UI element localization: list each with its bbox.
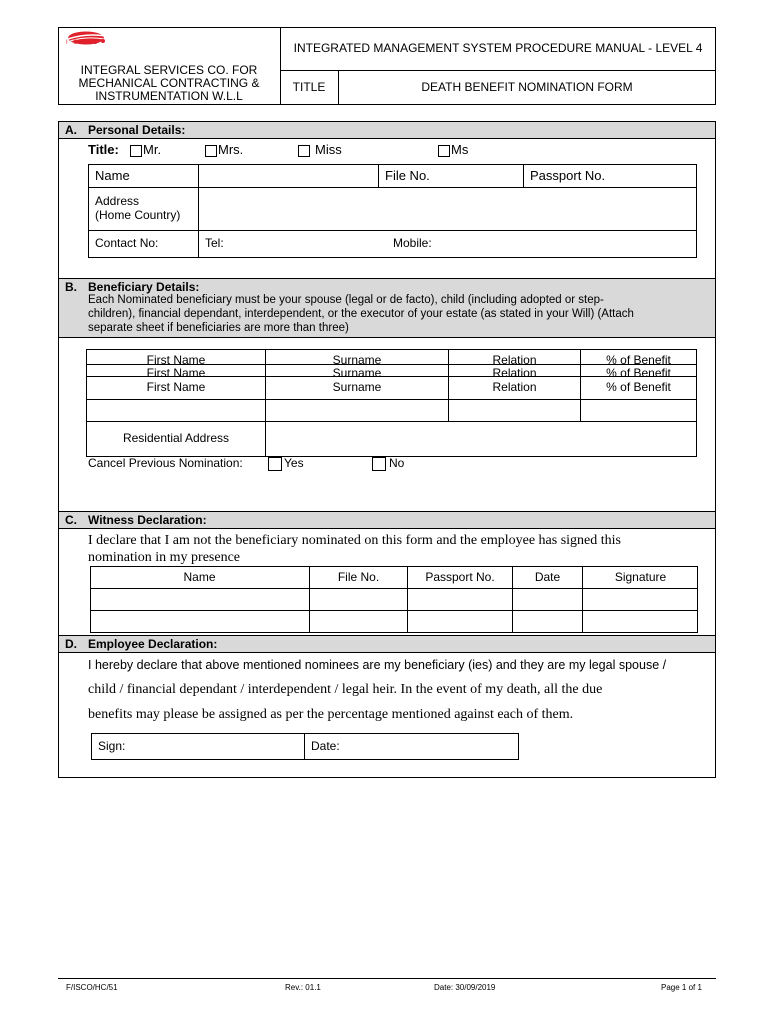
section-b-heading: Beneficiary Details: (88, 280, 200, 294)
col-benefit-2: % of Benefit (606, 366, 671, 376)
beneficiary-relation-input[interactable] (449, 400, 580, 421)
declaration-line-1: I hereby declare that above mentioned nominees are my beneficiary (ies) and they are my legal spouse / (88, 658, 667, 672)
witness-row-2[interactable] (91, 611, 697, 632)
col-surname: Surname (332, 380, 382, 394)
address-input[interactable] (199, 188, 696, 229)
name-input[interactable] (199, 165, 377, 186)
col-benefit: % of Benefit (606, 380, 671, 394)
witness-col-file: File No. (337, 570, 380, 584)
contact-label: Contact No: (95, 236, 159, 250)
witness-row-1[interactable] (91, 589, 697, 610)
section-d-heading: Employee Declaration: (88, 637, 218, 651)
section-c-heading: Witness Declaration: (88, 513, 207, 527)
residential-address-label: Residential Address (122, 431, 230, 445)
cancel-no-checkbox[interactable] (372, 457, 386, 471)
company-name: INTEGRAL SERVICES CO. FOR MECHANICAL CONTRACTING & INSTRUMENTATION W.L.L (78, 63, 260, 103)
name-label: Name (95, 168, 130, 183)
section-d-letter: D. (65, 637, 77, 651)
tel-label: Tel: (205, 236, 224, 250)
date-label[interactable]: Date: (311, 739, 340, 753)
sign-label[interactable]: Sign: (98, 739, 126, 753)
section-b-letter: B. (65, 280, 77, 294)
section-c-letter: C. (65, 513, 77, 527)
sign-date-table (91, 733, 519, 760)
file-no-label: File No. (385, 168, 430, 183)
footer-date: Date: 30/09/2019 (434, 983, 496, 992)
section-a-letter: A. (65, 123, 77, 137)
form-title: DEATH BENEFIT NOMINATION FORM (421, 80, 633, 94)
beneficiary-benefit-input[interactable] (581, 400, 696, 421)
manual-title: INTEGRATED MANAGEMENT SYSTEM PROCEDURE MANUAL - LEVEL 4 (293, 41, 703, 55)
mobile-label: Mobile: (393, 236, 432, 250)
title-miss-label: Miss (315, 142, 342, 157)
declaration-line-3: benefits may please be assigned as per the percentage mentioned against each of them. (88, 707, 574, 722)
logo-text: I S C O (66, 40, 100, 46)
address-label: Address (Home Country) (95, 194, 181, 222)
beneficiary-surname-input[interactable] (266, 400, 448, 421)
witness-col-date: Date (534, 570, 561, 584)
col-surname-2: Surname (332, 366, 382, 376)
title-ms-checkbox[interactable] (438, 145, 450, 157)
declaration-line-2: child / financial dependant / interdependent / legal heir. In the event of my death, all the due (88, 682, 603, 697)
cancel-yes-checkbox[interactable] (268, 457, 282, 471)
cancel-nomination-label: Cancel Previous Nomination: (88, 456, 243, 470)
title-mr-checkbox[interactable] (130, 145, 142, 157)
passport-no-label: Passport No. (530, 168, 606, 183)
title-mr-label: Mr. (143, 142, 162, 157)
witness-col-signature: Signature (614, 570, 667, 584)
col-first-name: First Name (146, 380, 206, 394)
title-ms-label: Ms (451, 142, 469, 157)
col-first-name-1: First Name (146, 353, 206, 364)
title-miss-checkbox[interactable] (298, 145, 310, 157)
col-surname-1: Surname (332, 353, 382, 364)
footer-rev: Rev.: 01.1 (285, 983, 321, 992)
witness-col-passport: Passport No. (425, 570, 495, 584)
footer-rule (58, 978, 716, 979)
witness-col-name: Name (183, 570, 216, 584)
col-benefit-1: % of Benefit (606, 353, 671, 364)
witness-statement: I declare that I am not the beneficiary nominated on this form and the employee has signed this nomination in my presence (88, 533, 621, 565)
title-label: TITLE (292, 80, 326, 94)
col-relation-2: Relation (492, 366, 537, 376)
footer-code: F/ISCO/HC/51 (66, 983, 118, 992)
cancel-no-label: No (389, 456, 405, 470)
col-relation-1: Relation (492, 353, 537, 364)
col-relation: Relation (492, 380, 537, 394)
beneficiary-first-name-input[interactable] (87, 400, 265, 421)
beneficiary-instructions: Each Nominated beneficiary must be your spouse (legal or de facto), child (including adopted or step- children), financial dependant, interdependent, or the executor of your estate (as stated in your Will) (Attach separate sheet if beneficiaries are more than three) (88, 294, 634, 334)
residential-address-input[interactable] (266, 422, 696, 456)
col-first-name-2: First Name (146, 366, 206, 376)
section-a-heading: Personal Details: (88, 123, 186, 137)
title-mrs-label: Mrs. (218, 142, 244, 157)
title-field-label: Title: (88, 142, 119, 157)
footer-page: Page 1 of 1 (661, 983, 702, 992)
cancel-yes-label: Yes (284, 456, 304, 470)
title-mrs-checkbox[interactable] (205, 145, 217, 157)
